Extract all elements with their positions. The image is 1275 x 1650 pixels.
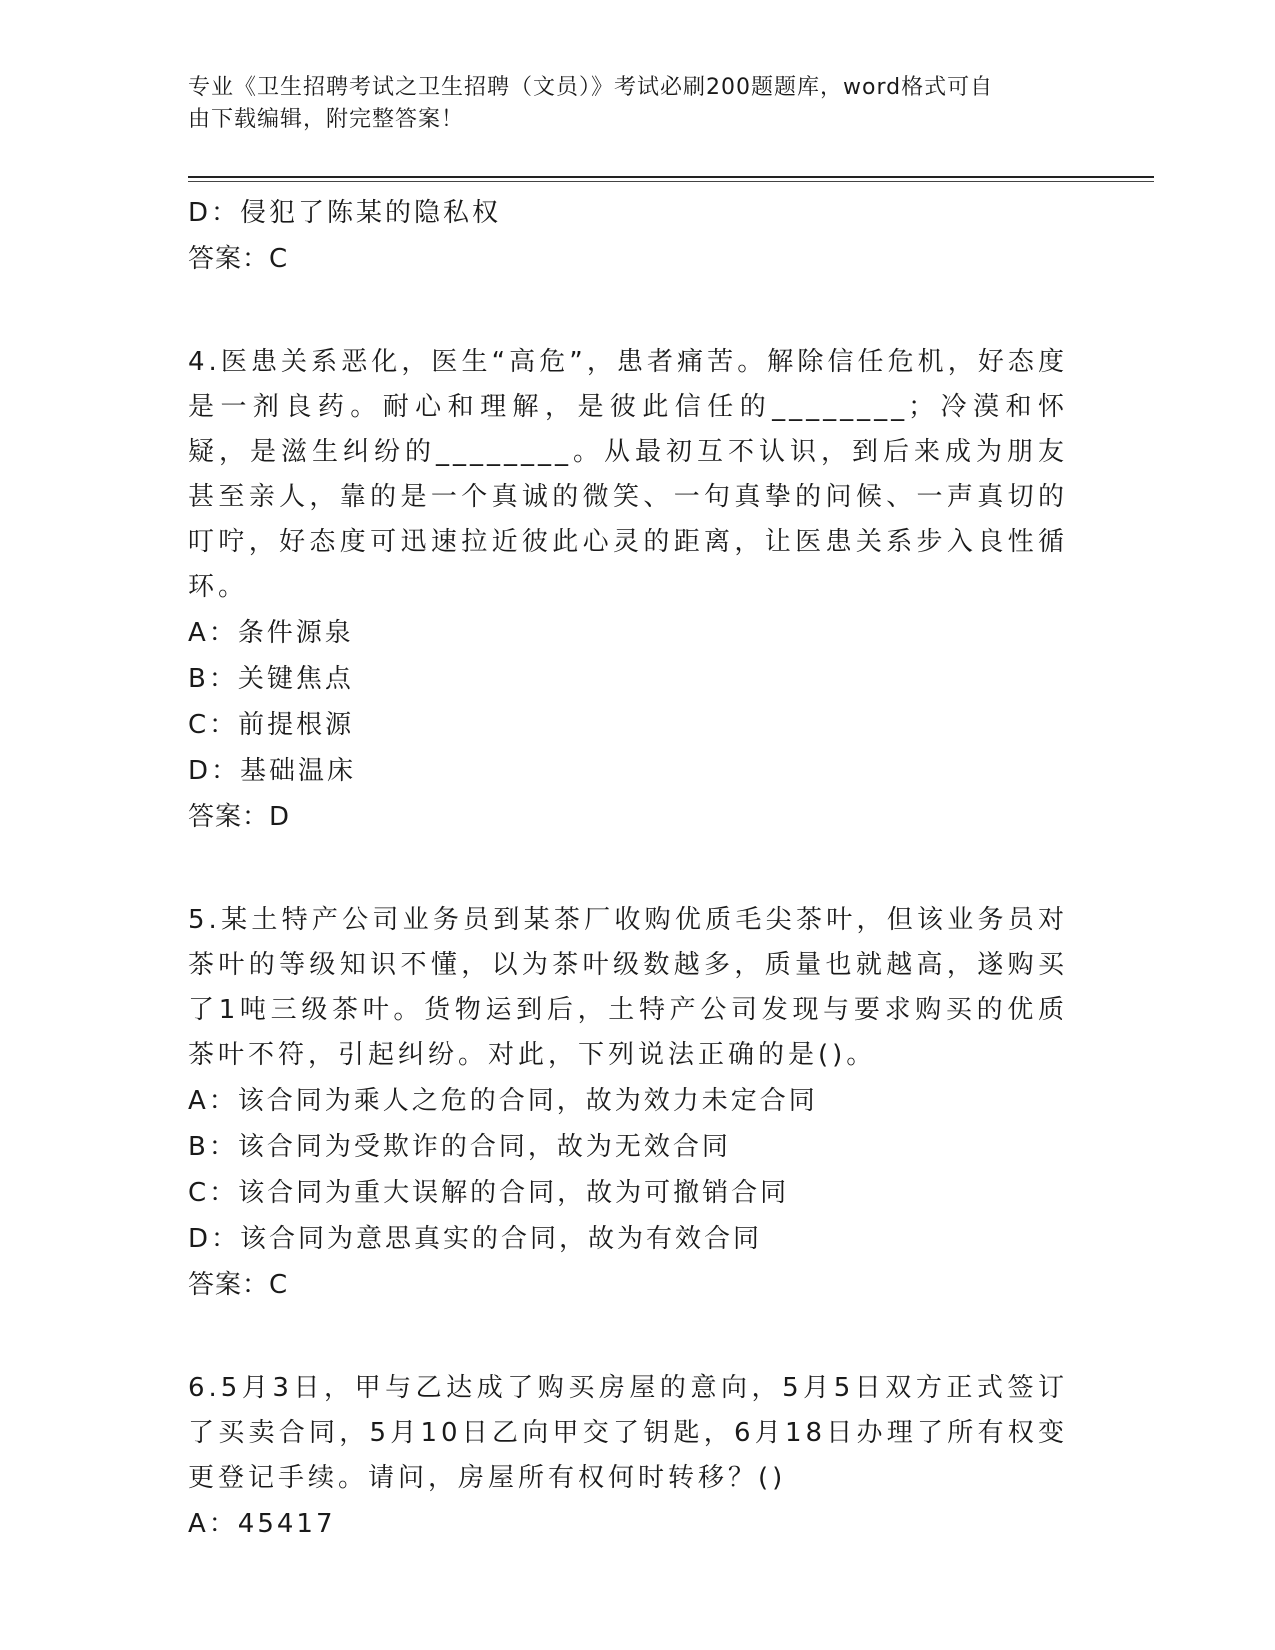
question-stem: 4.医患关系恶化，医生“高危”，患者痛苦。解除信任危机，好态度是一剂良药。耐心和理解，是彼此信任的________；冷漠和怀疑，是滋生纠纷的________。从最初互不认识，到后来成为朋友甚至亲人，靠的是一个真诚的微笑、一句真挚的问候、一声真切的叮咛，好态度可迅速拉近彼此心灵的距离，让医患关系步入良性循环。 xyxy=(188,347,1068,602)
option-a: A：条件源泉 xyxy=(188,618,354,648)
question-6 xyxy=(188,1366,1068,1547)
option-c: C：前提根源 xyxy=(188,710,355,740)
document-content xyxy=(188,190,1068,1547)
question-4 xyxy=(188,340,1068,840)
option-b: B：关键焦点 xyxy=(188,664,354,694)
header-rule-thick xyxy=(188,176,1154,178)
option-c: C：该合同为重大误解的合同，故为可撤销合同 xyxy=(188,1178,790,1208)
option-a: A：该合同为乘人之危的合同，故为效力未定合同 xyxy=(188,1086,818,1116)
header-rule-thin xyxy=(188,181,1154,182)
option-b: B：该合同为受欺诈的合同，故为无效合同 xyxy=(188,1132,731,1162)
header-line-2: 由下载编辑，附完整答案！ xyxy=(188,107,465,132)
answer-prev: 答案：C xyxy=(188,244,289,274)
answer: 答案：D xyxy=(188,802,291,832)
option-a: A：45417 xyxy=(188,1509,336,1539)
document-header xyxy=(188,72,1068,136)
header-line-1: 专业《卫生招聘考试之卫生招聘（文员）》考试必刷200题题库，word格式可自 xyxy=(188,75,994,100)
option-d: D：该合同为意思真实的合同，故为有效合同 xyxy=(188,1224,763,1254)
question-stem: 5.某土特产公司业务员到某茶厂收购优质毛尖茶叶，但该业务员对茶叶的等级知识不懂，以为茶叶级数越多，质量也就越高，遂购买了1吨三级茶叶。货物运到后，土特产公司发现与要求购买的优质茶叶不符，引起纠纷。对此，下列说法正确的是()。 xyxy=(188,905,1068,1070)
question-stem: 6.5月3日，甲与乙达成了购买房屋的意向，5月5日双方正式签订了买卖合同，5月10日乙向甲交了钥匙，6月18日办理了所有权变更登记手续。请问，房屋所有权何时转移？() xyxy=(188,1373,1068,1493)
question-5 xyxy=(188,898,1068,1308)
option-d-prev: D：侵犯了陈某的隐私权 xyxy=(188,198,502,228)
answer: 答案：C xyxy=(188,1270,289,1300)
option-d: D：基础温床 xyxy=(188,756,357,786)
